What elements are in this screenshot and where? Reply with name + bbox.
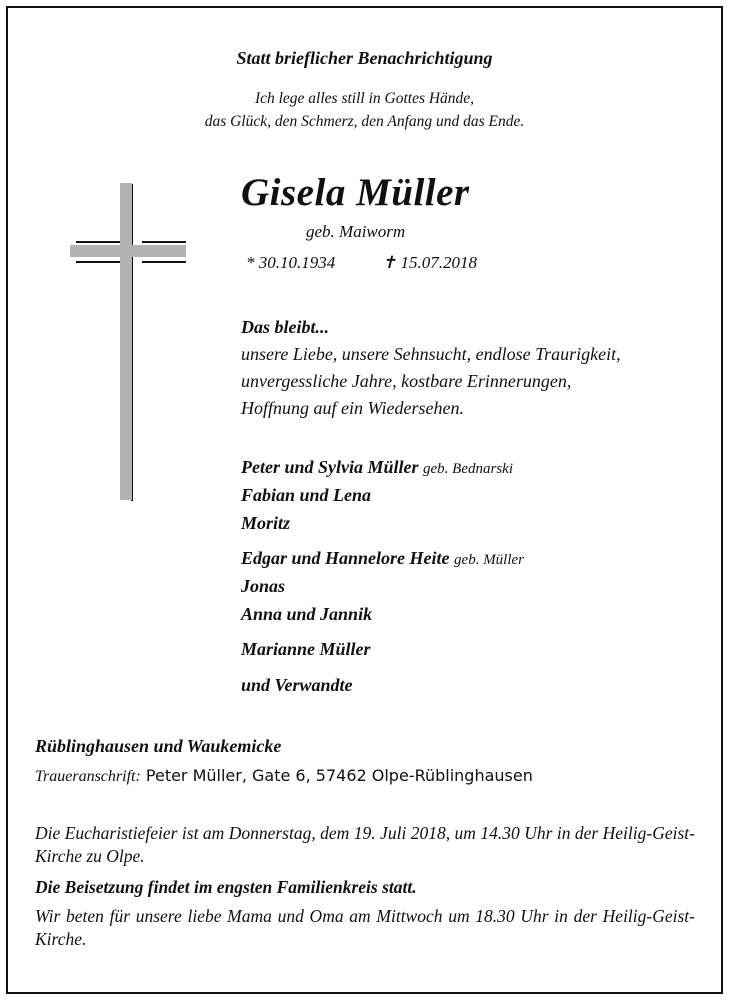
mourner-entry bbox=[241, 485, 371, 506]
address-value: Peter Müller, Gate 6, 57462 Olpe-Rüblinghausen bbox=[145, 766, 533, 785]
mourner-note: geb. Bednarski bbox=[423, 461, 513, 477]
mourner-entry bbox=[241, 604, 372, 625]
mourner-entry bbox=[241, 576, 285, 597]
mourner-name: Jonas bbox=[241, 576, 286, 596]
mourner-name: Anna und Jannik bbox=[241, 604, 373, 624]
mourner-entry bbox=[241, 513, 290, 534]
place-heading: Rüblinghausen und Waukemicke bbox=[35, 736, 282, 756]
death-date: ✝ 15.07.2018 bbox=[382, 253, 477, 272]
verse-line: Hoffnung auf ein Wiedersehen. bbox=[241, 398, 464, 418]
mourner-name: Peter und Sylvia Müller bbox=[241, 457, 419, 477]
mourner-name: Fabian und Lena bbox=[241, 485, 372, 505]
mourner-name: Marianne Müller bbox=[241, 639, 371, 659]
poem-line-1: Ich lege alles still in Gottes Hände, bbox=[254, 90, 475, 107]
mourner-name: Moritz bbox=[241, 513, 291, 533]
birth-date: * 30.10.1934 bbox=[246, 253, 336, 272]
mourner-name: Edgar und Hannelore Heite bbox=[241, 548, 450, 568]
verse-line: unsere Liebe, unsere Sehnsucht, endlose Traurigkeit, bbox=[241, 344, 621, 364]
mourner-name: und Verwandte bbox=[241, 675, 353, 695]
mourner-entry bbox=[241, 675, 353, 696]
mourner-entry bbox=[241, 639, 371, 660]
verse-line: unvergessliche Jahre, kostbare Erinnerungen, bbox=[241, 371, 572, 391]
mourning-address bbox=[35, 766, 533, 786]
birth-name: geb. Maiworm bbox=[306, 222, 406, 241]
mourner-note: geb. Müller bbox=[454, 552, 525, 568]
deceased-name: Gisela Müller bbox=[241, 171, 470, 214]
address-label: Traueranschrift: bbox=[35, 768, 141, 785]
burial-paragraph: Die Beisetzung findet im engsten Familienkreis statt. bbox=[35, 877, 417, 897]
verse-heading: Das bleibt... bbox=[241, 317, 329, 337]
latin-cross-icon bbox=[68, 183, 188, 503]
mourner-entry bbox=[241, 548, 524, 569]
mourner-entry bbox=[241, 457, 513, 478]
mass-paragraph: Die Eucharistiefeier ist am Donnerstag, dem 19. Juli 2018, um 14.30 Uhr in der Heilig-Geist-Kirche zu Olpe. bbox=[35, 823, 695, 866]
header-title: Statt brieflicher Benachrichtigung bbox=[236, 48, 493, 68]
prayer-paragraph: Wir beten für unsere liebe Mama und Oma am Mittwoch um 18.30 Uhr in der Heilig-Geist-Kirche. bbox=[35, 906, 695, 949]
poem-line-2: das Glück, den Schmerz, den Anfang und das Ende. bbox=[204, 113, 525, 130]
